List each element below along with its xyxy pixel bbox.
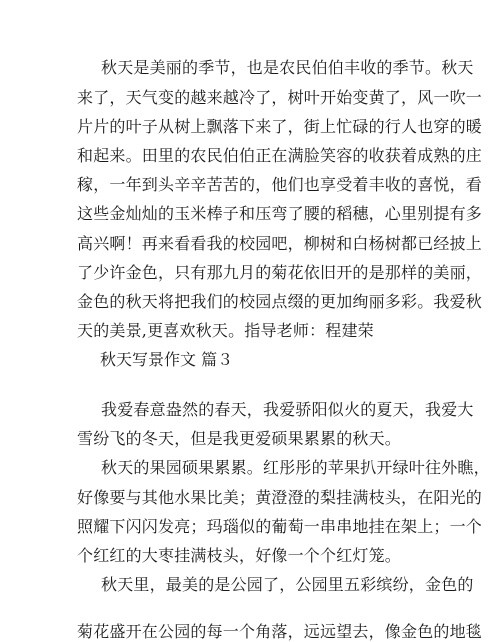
paragraph-line: 我爱春意盎然的春天，我爱骄阳似火的夏天，我爱大 xyxy=(101,400,474,419)
section-heading: 秋天写景作文 篇３ xyxy=(100,350,234,369)
paragraph-line: 这些金灿灿的玉米棒子和压弯了腰的稻穗，心里别提有多 xyxy=(77,204,483,223)
paragraph-line: 菊花盛开在公园的每一个角落，远远望去，像金色的地毯 xyxy=(77,622,483,641)
paragraph-line: 天的美景,更喜欢秋天。指导老师：程建荣 xyxy=(77,321,374,340)
paragraph-line: 稼，一年到头辛辛苦苦的，他们也享受着丰收的喜悦，看 xyxy=(77,175,483,194)
paragraph-line: 金色的秋天将把我们的校园点缀的更加绚丽多彩。我爱秋 xyxy=(77,292,483,311)
paragraph-line: 了少许金色，只有那九月的菊花依旧开的是那样的美丽， xyxy=(77,263,483,282)
paragraph-line: 个红红的大枣挂满枝头，好像一个个红灯笼。 xyxy=(77,546,402,565)
paragraph-line: 高兴啊！再来看看我的校园吧，柳树和白杨树都已经披上 xyxy=(77,234,483,253)
paragraph-line: 秋天里，最美的是公园了，公园里五彩缤纷，金色的 xyxy=(101,575,474,594)
paragraph-line: 好像要与其他水果比美；黄澄澄的梨挂满枝头，在阳光的 xyxy=(77,488,483,507)
paragraph-line: 雪纷飞的冬天，但是我更爱硕果累累的秋天。 xyxy=(77,429,402,448)
paragraph-line: 秋天是美丽的季节，也是农民伯伯丰收的季节。秋天 xyxy=(101,58,474,77)
paragraph-line: 来了，天气变的越来越冷了，树叶开始变黄了，风一吹一 xyxy=(77,88,483,107)
paragraph-line: 和起来。田里的农民伯伯正在满脸笑容的收获着成熟的庄 xyxy=(77,146,483,165)
paragraph-line: 照耀下闪闪发亮；玛瑙似的葡萄一串串地挂在架上；一个 xyxy=(77,517,483,536)
paragraph-line: 秋天的果园硕果累累。红彤彤的苹果扒开绿叶往外瞧， xyxy=(101,458,490,477)
paragraph-line: 片片的叶子从树上飘落下来了，街上忙碌的行人也穿的暖 xyxy=(77,117,483,136)
